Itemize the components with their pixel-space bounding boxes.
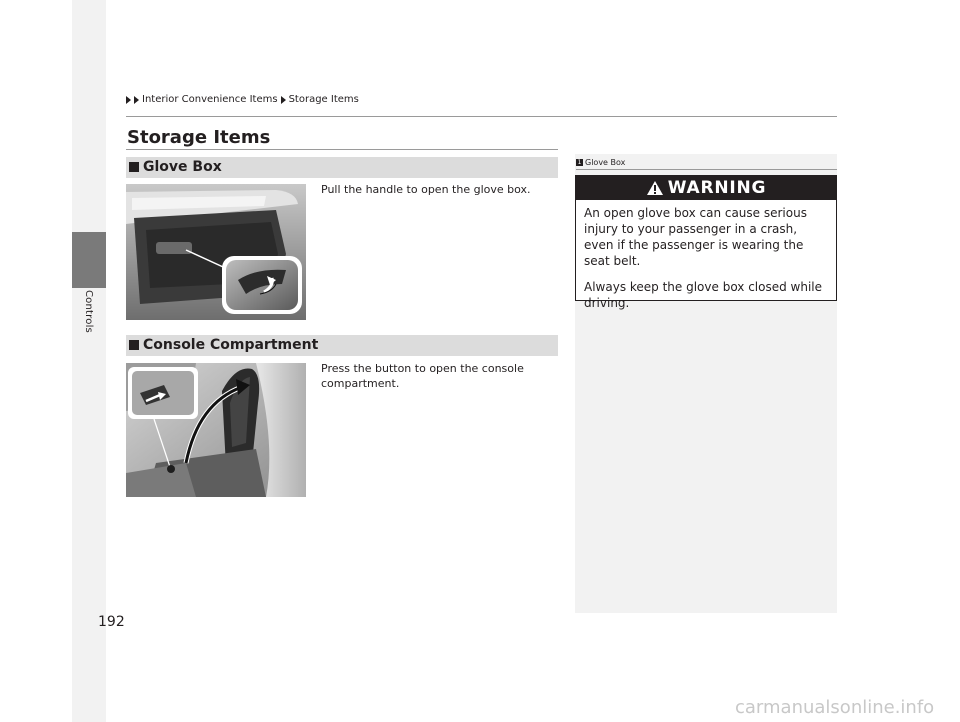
note-heading: [576, 158, 625, 167]
breadcrumb: [126, 94, 359, 105]
page-title: Storage Items: [127, 127, 271, 148]
chapter-tab-lower: [72, 288, 106, 722]
note-title[interactable]: Glove Box: [585, 158, 626, 167]
note-divider: [576, 169, 837, 170]
breadcrumb-arrow-icon: [134, 96, 139, 104]
chapter-tab-label[interactable]: Controls: [83, 290, 94, 333]
glove-box-image: [126, 184, 306, 320]
section-square-icon: [129, 162, 139, 172]
glove-box-illustration: [126, 184, 306, 320]
section-heading-text: Console Compartment: [143, 337, 319, 353]
section-heading-glove-box: [126, 157, 558, 178]
chapter-tab-marker: [72, 232, 106, 288]
console-compartment-illustration: [126, 363, 306, 497]
breadcrumb-item-interior-convenience[interactable]: Interior Convenience Items: [142, 94, 278, 105]
console-compartment-image: [126, 363, 306, 497]
section-heading-console-compartment: [126, 335, 558, 356]
warning-box: [575, 175, 837, 310]
breadcrumb-divider: [126, 116, 837, 117]
warning-triangle-icon: [646, 180, 664, 196]
breadcrumb-arrow-icon: [126, 96, 131, 104]
warning-paragraph: An open glove box can cause serious injury to your passenger in a crash, even if the passenger is wearing the seat belt.: [584, 206, 807, 268]
glove-box-instruction: Pull the handle to open the glove box.: [321, 183, 531, 196]
warning-label: WARNING: [667, 178, 767, 198]
breadcrumb-item-storage[interactable]: Storage Items: [288, 94, 359, 105]
page-number: 192: [98, 614, 125, 630]
chapter-tab-upper: [72, 0, 106, 232]
section-square-icon: [129, 340, 139, 350]
watermark: carmanualsonline.info: [735, 697, 935, 718]
breadcrumb-arrow-icon: [281, 96, 286, 104]
title-divider: [126, 149, 558, 150]
console-compartment-instruction: Press the button to open the console compartment.: [321, 362, 524, 390]
warning-paragraph: Always keep the glove box closed while driving.: [584, 280, 823, 310]
note-number-badge: 1: [577, 159, 582, 166]
section-heading-text: Glove Box: [143, 159, 222, 175]
warning-header: [576, 176, 836, 200]
